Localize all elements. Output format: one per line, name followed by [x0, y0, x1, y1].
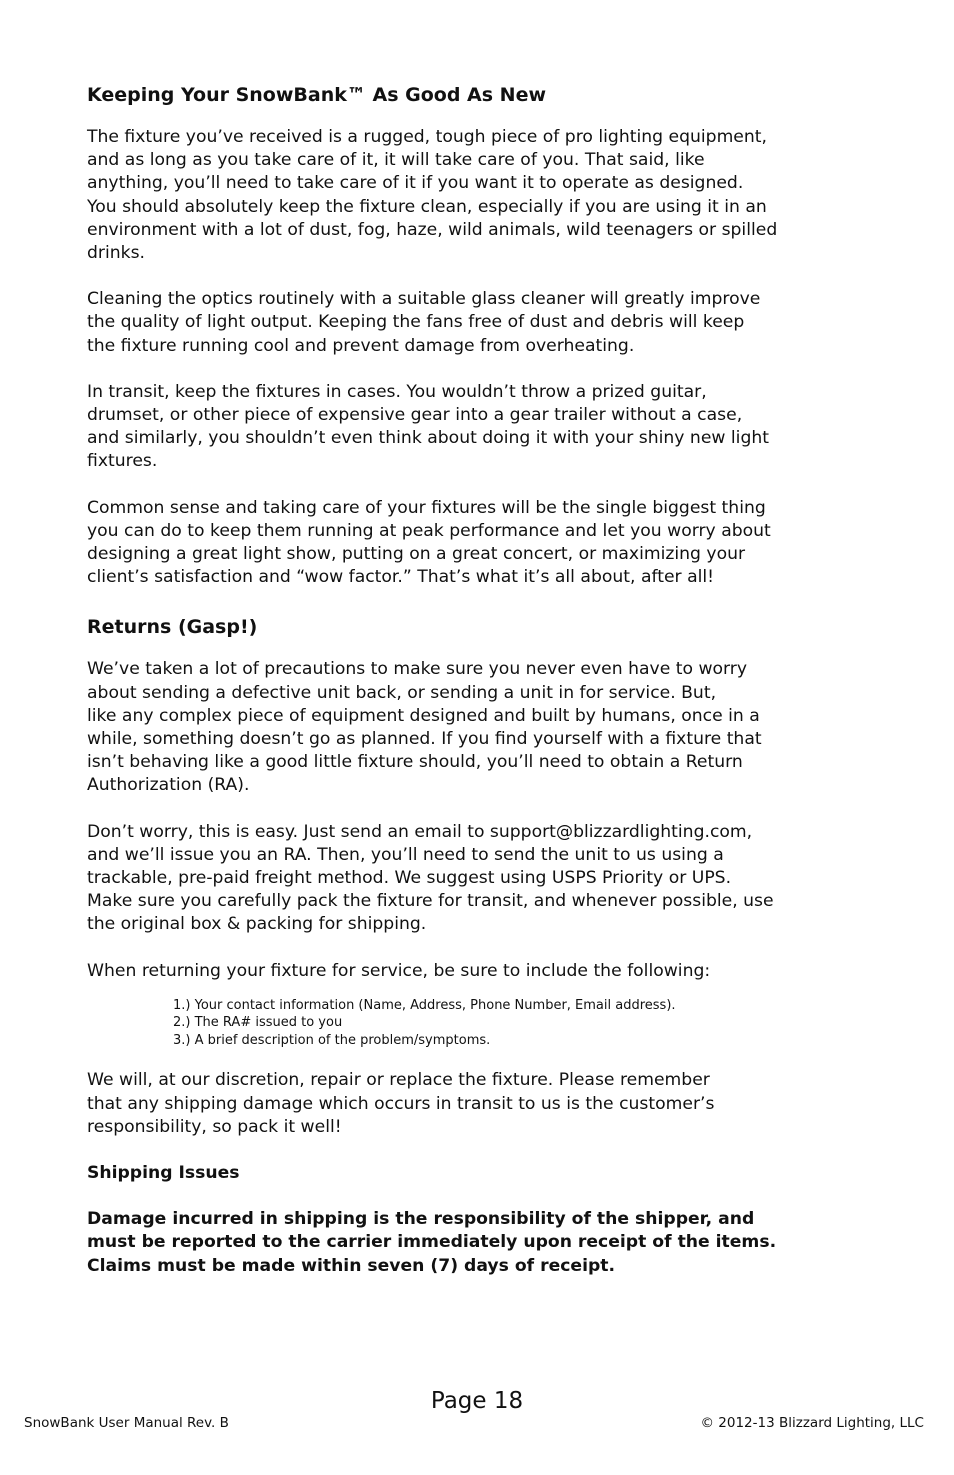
list-item: 3.) A brief description of the problem/symptoms.: [173, 1032, 491, 1048]
returns-paragraph-1: We’ve taken a lot of precautions to make sure you never even have to worry about sending a defective unit back, or sending a unit in for service. But, like any complex piece of equipment designed and built by humans, once in a while, something doesn’t go as planned. If you find yourself with a fixture that isn’t behaving like a good little fixture should, you’ll need to obtain a Return Authorization (RA).: [87, 659, 762, 796]
page-number: Page 18: [430, 1388, 524, 1414]
shipping-notice: Damage incurred in shipping is the responsibility of the shipper, and must be reported to the carrier immediately upon receipt of the items. Claims must be made within seven (7) days of receipt.: [87, 1209, 777, 1276]
section-heading-shipping: Shipping Issues: [87, 1163, 240, 1183]
list-item: 1.) Your contact information (Name, Address, Phone Number, Email address).: [173, 997, 676, 1013]
care-paragraph-1: The fixture you’ve received is a rugged, tough piece of pro lighting equipment, and as long as you take care of it, it will take care of you. That said, like anything, you’ll need to take care of it if you want it to operate as designed. You should absolutely keep the fixture clean, especially if you are using it in an environment with a lot of dust, fog, haze, wild animals, wild teenagers or spilled drinks.: [87, 127, 778, 264]
section-heading-care: Keeping Your SnowBank™ As Good As New: [87, 84, 547, 106]
returns-paragraph-2: Don’t worry, this is easy. Just send an email to support@blizzardlighting.com, and we’ll issue you an RA. Then, you’ll need to send the unit to us using a trackable, pre-paid freight method. We suggest using USPS Priority or UPS. Make sure you carefully pack the fixture for transit, and whenever possible, use the original box & packing for shipping.: [87, 821, 774, 935]
list-item: 2.) The RA# issued to you: [173, 1015, 343, 1031]
returns-closing-paragraph: We will, at our discretion, repair or replace the fixture. Please remember that any shipping damage which occurs in transit to us is the customer’s responsibility, so pack it well!: [87, 1070, 715, 1137]
footer-manual-title: SnowBank User Manual Rev. B: [24, 1415, 229, 1431]
care-paragraph-4: Common sense and taking care of your fixtures will be the single biggest thing you can do to keep them running at peak performance and let you worry about designing a great light show, putting on a great concert, or maximizing your client’s satisfaction and “wow factor.” That’s what it’s all about, after all!: [87, 497, 771, 588]
care-paragraph-2: Cleaning the optics routinely with a suitable glass cleaner will greatly improve the quality of light output. Keeping the fans free of dust and debris will keep the fixture running cool and prevent damage from overheating.: [87, 289, 761, 356]
care-paragraph-3: In transit, keep the fixtures in cases. You wouldn’t throw a prized guitar, drumset, or other piece of expensive gear into a gear trailer without a case, and similarly, you shouldn’t even think about doing it with your shiny new light fixtures.: [87, 381, 770, 472]
returns-paragraph-3: When returning your fixture for service, be sure to include the following:: [87, 960, 711, 981]
return-requirements-list: [173, 997, 887, 1050]
section-heading-returns: Returns (Gasp!): [87, 616, 258, 639]
manual-page-content: [87, 80, 887, 1278]
footer-copyright: © 2012-13 Blizzard Lighting, LLC: [700, 1415, 924, 1431]
